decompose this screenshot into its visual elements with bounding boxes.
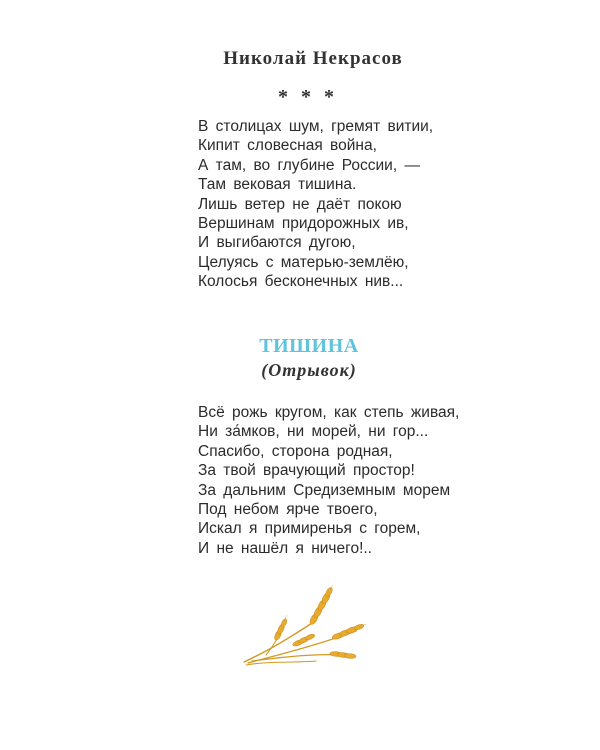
poem-line: В столицах шум, гремят витии,	[198, 118, 434, 135]
poem-line: Спасибо, сторона родная,	[198, 442, 393, 460]
poem-line: Кипит словесная война,	[198, 137, 377, 155]
poem-line: И не нашёл я ничего!..	[198, 539, 372, 557]
poem-line: Вершинам придорожных ив,	[198, 215, 409, 233]
poem-line: Искал я примиренья с горем,	[198, 520, 421, 538]
poem-line: А там, во глубине России, —	[198, 156, 420, 174]
poem-subtitle: (Отрывок)	[261, 360, 357, 380]
poem-line: Ни за́мков, ни морей, ни гор...	[198, 423, 429, 441]
poem-1-text	[198, 117, 433, 292]
poem-line: Целуясь с матерью-землёю,	[198, 253, 409, 271]
poem-title: ТИШИНА	[259, 335, 359, 357]
poem-line: И выгибаются дугою,	[198, 234, 356, 252]
poem-line: Там вековая тишина.	[198, 176, 357, 194]
poem-line: Всё рожь кругом, как степь живая,	[198, 404, 460, 421]
author-name: Николай Некрасов	[223, 48, 403, 69]
poem-line: За дальним Средиземным морем	[198, 481, 451, 499]
poem-2-text	[198, 403, 459, 558]
stanza-separator: * * *	[278, 86, 338, 108]
poem-line: Колосья бесконечных нив...	[198, 273, 404, 291]
poem-line: Под небом ярче твоего,	[198, 501, 378, 519]
poem-line: Лишь ветер не даёт покою	[198, 195, 402, 213]
poem-line: За твой врачующий простор!	[198, 462, 415, 480]
wheat-ears-icon	[238, 585, 368, 670]
